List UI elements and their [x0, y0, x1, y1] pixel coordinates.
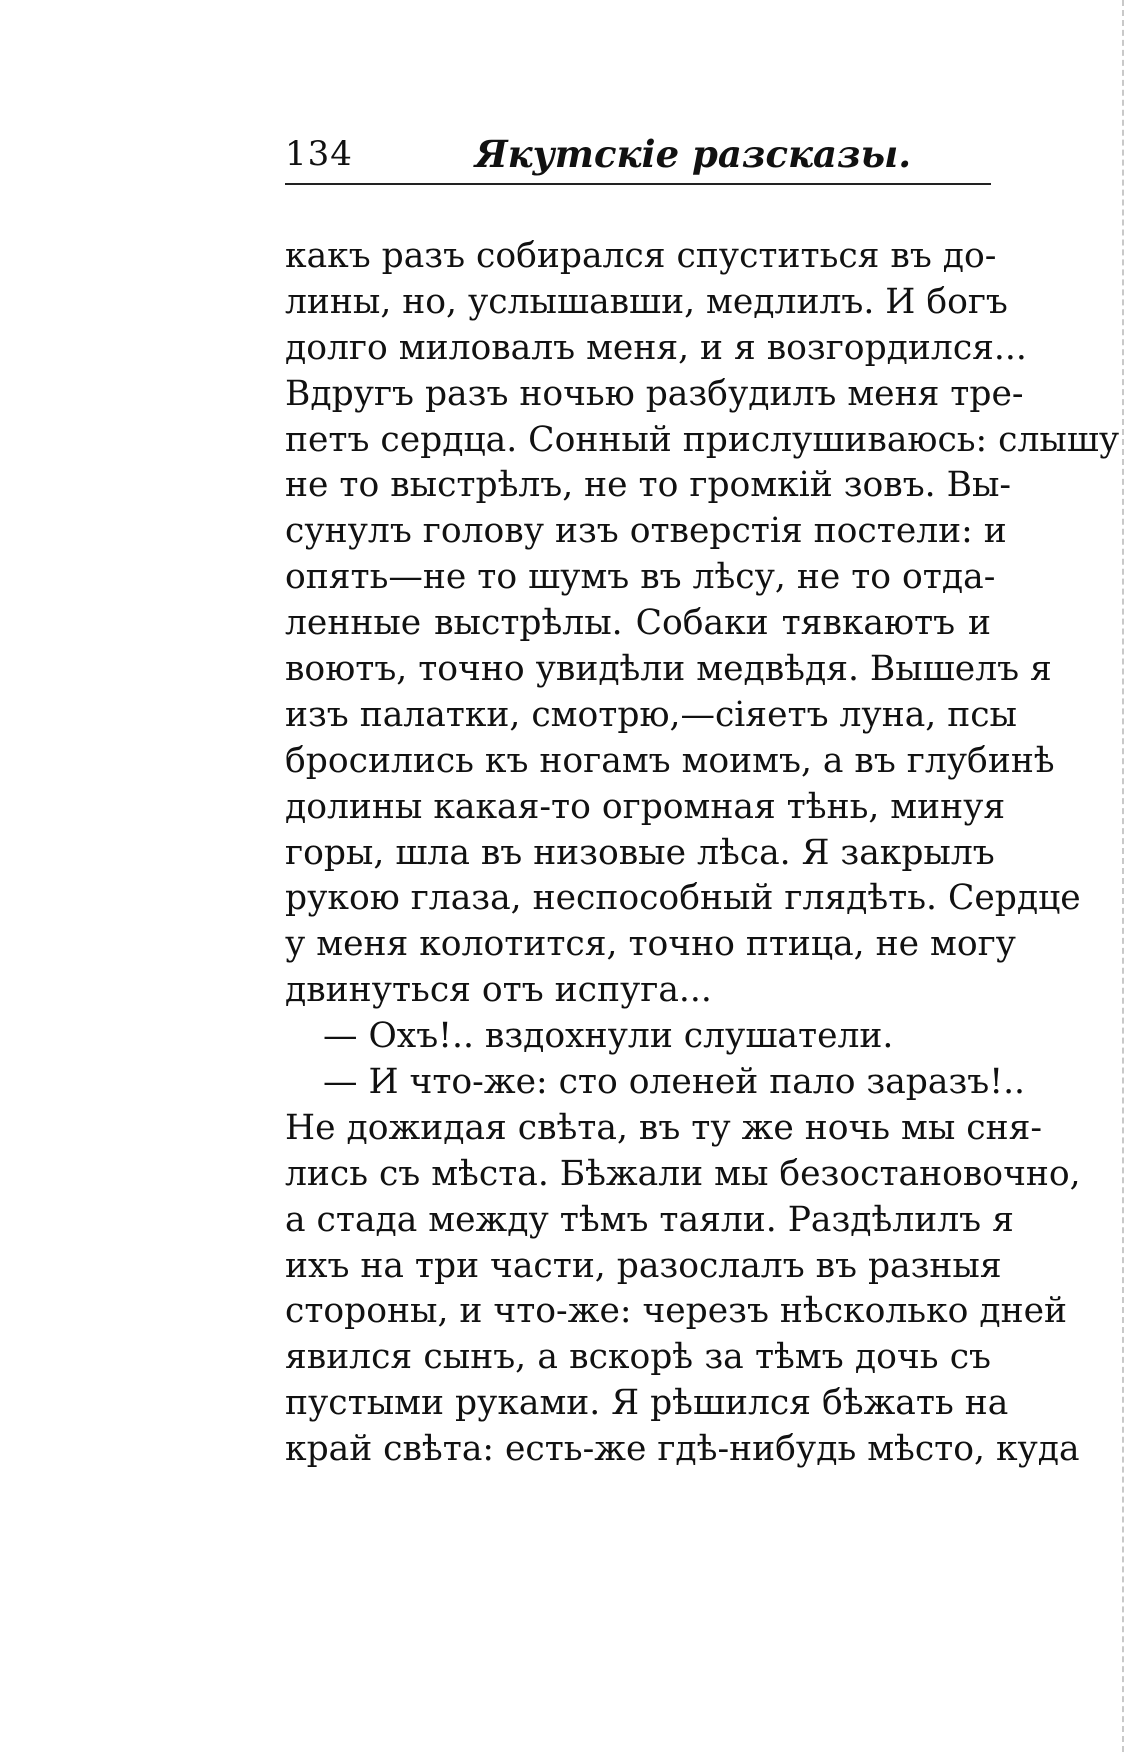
text-line: изъ палатки, смотрю,—сіяетъ луна, псы	[285, 694, 1017, 735]
text-line: Вдругъ разъ ночью разбудилъ меня тре-	[285, 373, 1024, 414]
text-line: край свѣта: есть-же гдѣ-нибудь мѣсто, куда	[285, 1429, 1080, 1470]
text-line: ленные выстрѣлы. Собаки тявкаютъ и	[285, 603, 991, 644]
text-line: опять—не то шумъ въ лѣсу, не то отда-	[285, 557, 996, 598]
text-line: а стада между тѣмъ таяли. Раздѣлилъ я	[285, 1199, 1014, 1240]
text-line: ихъ на три части, разослалъ въ разныя	[285, 1245, 1002, 1286]
text-line: не то выстрѣлъ, не то громкій зовъ. Вы-	[285, 465, 1012, 506]
text-line: бросились къ ногамъ моимъ, а въ глубинѣ	[285, 740, 1055, 781]
text-line: у меня колотится, точно птица, не могу	[285, 924, 1016, 965]
body-text	[285, 234, 1120, 1473]
header-rule	[285, 183, 991, 185]
text-line: пустыми руками. Я рѣшился бѣжать на	[285, 1383, 1009, 1424]
text-line: рукою глаза, неспособный глядѣть. Сердце	[285, 878, 1081, 919]
dialogue-line: — И что-же: сто оленей пало заразъ!..	[323, 1062, 1026, 1103]
running-title: Якутскіе разсказы.	[475, 132, 912, 176]
text-line: сунулъ голову изъ отверстія постели: и	[285, 511, 1007, 552]
text-line: долины какая-то огромная тѣнь, минуя	[285, 786, 1006, 827]
text-line: двинуться отъ испуга...	[285, 970, 712, 1011]
text-line: петъ сердца. Сонный прислушиваюсь: слышу	[285, 419, 1120, 460]
text-line: лись съ мѣста. Бѣжали мы безостановочно,	[285, 1153, 1081, 1194]
dialogue-line: — Охъ!.. вздохнули слушатели.	[323, 1016, 894, 1057]
running-head	[285, 126, 991, 176]
text-line: горы, шла въ низовые лѣса. Я закрылъ	[285, 832, 995, 873]
text-line: долго миловалъ меня, и я возгордился...	[285, 327, 1027, 368]
page-number: 134	[285, 134, 353, 174]
text-line: Не дожидая свѣта, въ ту же ночь мы сня-	[285, 1107, 1043, 1148]
scan-edge-line	[1122, 0, 1124, 1752]
text-line: воютъ, точно увидѣли медвѣдя. Вышелъ я	[285, 649, 1052, 690]
text-line: стороны, и что-же: черезъ нѣсколько дней	[285, 1291, 1068, 1332]
text-line: явился сынъ, а вскорѣ за тѣмъ дочь съ	[285, 1337, 991, 1378]
text-line: лины, но, услышавши, медлилъ. И богъ	[285, 281, 1008, 322]
text-line: какъ разъ собирался спуститься въ до-	[285, 236, 997, 276]
